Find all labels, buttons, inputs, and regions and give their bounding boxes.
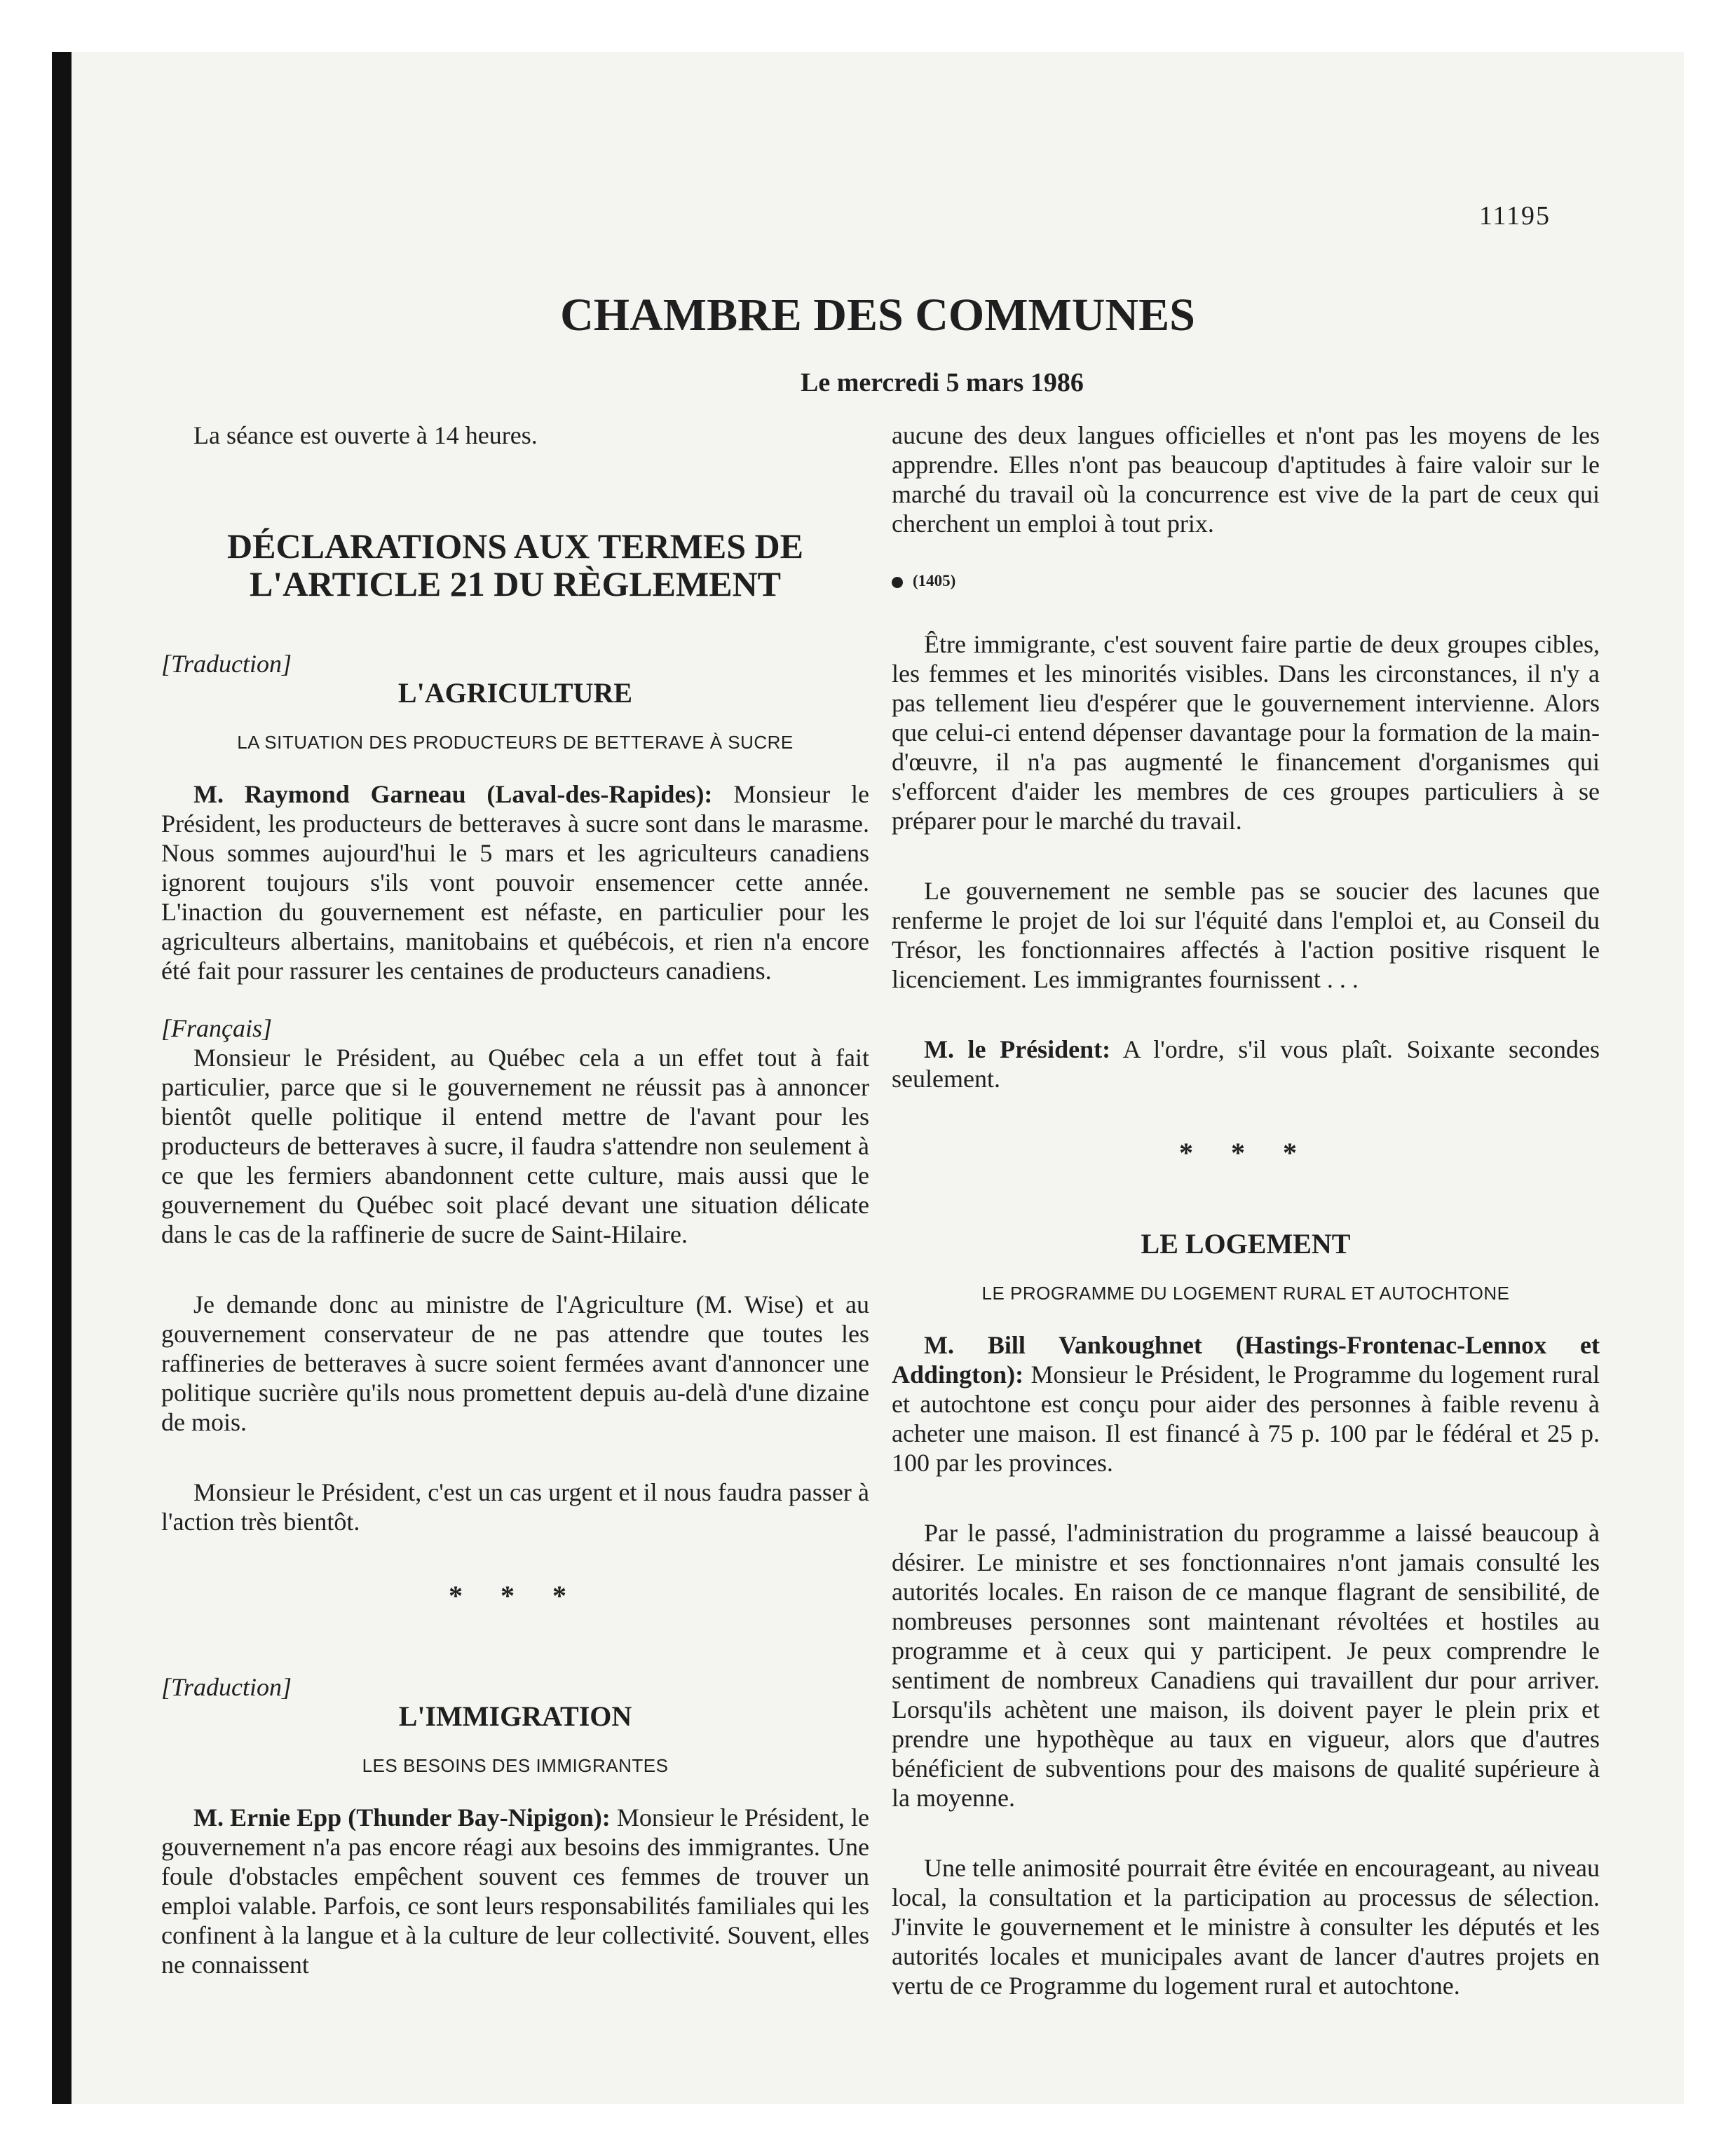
speaker-name: M. Ernie Epp (Thunder Bay-Nipigon): — [193, 1803, 611, 1831]
section-heading: DÉCLARATIONS AUX TERMES DE L'ARTICLE 21 DU RÈGLEMENT — [227, 526, 803, 603]
paragraph: aucune des deux langues officielles et n'ont pas les moyens de les apprendre. Elles n'ont pas beaucoup d'aptitudes à faire valoir sur le marché du travail où la concurrence est vive de la part de ceux qui cherchent un emploi à tout prix. — [892, 421, 1600, 538]
topic-heading-agriculture: L'AGRICULTURE — [397, 677, 633, 709]
time-marker-text: (1405) — [913, 572, 956, 589]
section-separator: * * * — [1179, 1137, 1312, 1168]
binding-edge — [52, 52, 72, 2104]
sitting-date: Le mercredi 5 mars 1986 — [801, 368, 1084, 397]
speaker-name: M. Raymond Garneau (Laval-des-Rapides): — [193, 780, 713, 808]
topic-heading-immigration: L'IMMIGRATION — [398, 1700, 632, 1732]
subtopic-heading-rural-housing: LE PROGRAMME DU LOGEMENT RURAL ET AUTOCHTONE — [981, 1283, 1510, 1304]
translation-tag: [Traduction] — [161, 650, 292, 678]
opening-line: La séance est ouverte à 14 heures. — [193, 421, 538, 449]
topic-heading-housing: LE LOGEMENT — [1141, 1228, 1351, 1260]
statement-paragraph — [161, 1803, 869, 1979]
paragraph: Le gouvernement ne semble pas se soucier des lacunes que renferme le projet de loi sur l'équité dans l'emploi et, au Conseil du Trésor, les fonctionnaires affectés à l'action positive risquent le licenciement. Les immigrantes fournissent . . . — [892, 877, 1600, 993]
page-title: CHAMBRE DES COMMUNES — [560, 289, 1195, 341]
bullet-icon — [892, 577, 903, 588]
speaker-name: M. Bill Vankoughnet (Hastings-Frontenac-Lennox et Addington): — [892, 1331, 1600, 1389]
statement-text: A l'ordre, s'il vous plaît. Soixante secondes seulement. — [892, 1035, 1600, 1093]
section-separator: * * * — [449, 1580, 582, 1611]
paragraph: Monsieur le Président, c'est un cas urgent et il nous faudra passer à l'action très bientôt. — [161, 1478, 869, 1536]
paragraph: Être immigrante, c'est souvent faire partie de deux groupes cibles, les femmes et les minorités visibles. Dans les circonstances, il n'y a pas tellement lieu d'espérer que le gouvernement intervienne. Alors que celui-ci entend dépenser davantage pour la formation de la main-d'œuvre, il n'a pas augmenté le financement d'organismes qui s'efforcent d'aider les membres de ces groupes particuliers à se préparer pour le marché du travail. — [892, 630, 1600, 835]
statement-paragraph — [892, 1330, 1600, 1478]
left-column — [161, 421, 869, 1979]
speaker-intervention — [892, 1035, 1600, 1093]
translation-tag: [Traduction] — [161, 1673, 292, 1701]
statement-paragraph — [161, 779, 869, 985]
page-number: 11195 — [1478, 201, 1551, 231]
paragraph: Monsieur le Président, au Québec cela a un effet tout à fait particulier, parce que si le gouvernement ne réussit pas à annoncer bientôt quelle politique il entend mettre de l'avant pour les producteurs de betteraves à sucre, il faudra s'attendre non seulement à ce que les fermiers abandonnent cette culture, mais aussi que le gouvernement du Québec soit placé devant une situation délicate dans le cas de la raffinerie de sucre de Saint-Hilaire. — [161, 1044, 869, 1248]
speaker-name: M. le Président: — [924, 1035, 1111, 1063]
statement-text: Monsieur le Président, le gouvernement n'a pas encore réagi aux besoins des immigrantes. Une foule d'obstacles empêchent souvent ces femmes de trouver un emploi valable. Parfois, ce sont leurs responsabilités familiales qui les confinent à la langue et à la culture de leur collectivité. Souvent, elles ne connaissent — [161, 1803, 869, 1979]
subtopic-heading-immigrants: LES BESOINS DES IMMIGRANTES — [362, 1755, 669, 1776]
subtopic-heading-sugar-beet: LA SITUATION DES PRODUCTEURS DE BETTERAVE À SUCRE — [237, 732, 794, 753]
statement-text: Monsieur le Président, le Programme du logement rural et autochtone est conçu pour aider des personnes à faible revenu à acheter une maison. Il est financé à 75 p. 100 par le fédéral et 25 p. 100 par les provinces. — [892, 1360, 1600, 1477]
statement-text: Monsieur le Président, les producteurs de betteraves à sucre sont dans le marasme. Nous sommes aujourd'hui le 5 mars et les agriculteurs canadiens ignorent toujours s'ils vont pouvoir ensemencer cette année. L'inaction du gouvernement est néfaste, en particulier pour les agriculteurs albertains, manitobains et québécois, et rien n'a encore été fait pour rassurer les centaines de producteurs canadiens. — [161, 780, 869, 985]
paragraph: Par le passé, l'administration du programme a laissé beaucoup à désirer. Le ministre et ses fonctionnaires n'ont jamais consulté les autorités locales. En raison de ce manque flagrant de sensibilité, de nombreuses personnes sont maintenant révoltées et hostiles au programme et à ceux qui y participent. Je peux comprendre le sentiment de nombreux Canadiens qui travaillent dur pour arriver. Lorsqu'ils achètent une maison, ils doivent payer le plein prix et prendre une hypothèque au taux en vigueur, alors que d'autres bénéficient de subventions pour des maisons de qualité supérieure à la moyenne. — [892, 1519, 1600, 1812]
paragraph: Une telle animosité pourrait être évitée en encourageant, au niveau local, la consultation et la participation au processus de sélection. J'invite le gouvernement et le ministre à consulter les députés et les autorités locales et municipales avant de lancer d'autres projets en vertu de ce Programme du logement rural et autochtone. — [892, 1854, 1600, 2000]
time-marker — [892, 566, 1600, 596]
right-column — [892, 421, 1600, 2000]
translation-tag: [Français] — [161, 1014, 273, 1042]
paragraph: Je demande donc au ministre de l'Agriculture (M. Wise) et au gouvernement conservateur de ne pas attendre que toutes les raffineries de betteraves à sucre soient fermées avant d'annoncer une politique sucrière qu'ils nous promettent depuis au-delà d'une dizaine de mois. — [161, 1290, 869, 1436]
